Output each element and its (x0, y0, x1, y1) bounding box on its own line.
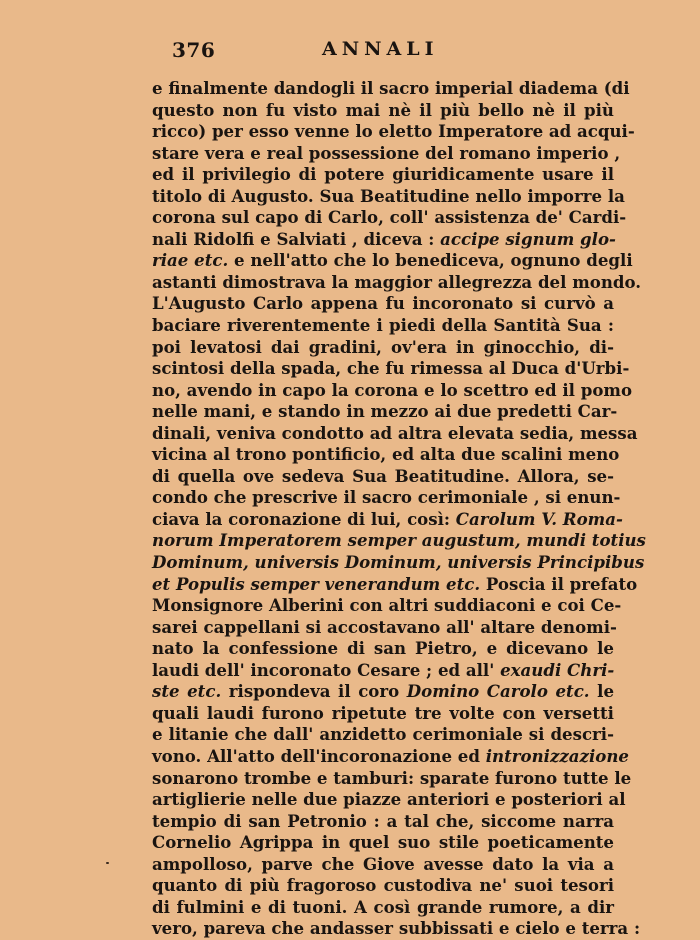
text-segment: le (589, 681, 615, 702)
text-line (152, 508, 623, 531)
text-segment: Monsignore Alberini con altri suddiaconi e coi Ce- (152, 595, 622, 616)
text-segment: nato la confessione di san Pietro, e dicevano le (152, 638, 614, 659)
text-segment: scintosi della spada, che fu rimessa al Duca d'Urbi- (152, 358, 630, 379)
text-line (152, 767, 632, 790)
text-line (152, 660, 614, 682)
text-line (152, 100, 614, 122)
text-segment: no, avendo in capo la corona e lo scettro ed il pomo (152, 379, 633, 400)
text-line (152, 315, 614, 337)
text-line (152, 358, 630, 380)
text-line (152, 337, 614, 359)
text-segment: titolo di Augusto. Sua Beatitudine nello imporre la (152, 185, 625, 206)
italic-text: et Populis semper venerandum etc. (152, 573, 481, 594)
text-line (152, 142, 621, 165)
text-segment: stare vera e real possessione del romano imperio , (152, 142, 621, 163)
text-line (152, 229, 614, 251)
text-segment: L'Augusto Carlo appena fu incoronato si curvò a (152, 293, 614, 314)
ink-speck (106, 862, 109, 864)
text-line (152, 250, 633, 272)
text-line (152, 854, 614, 876)
text-segment: quanto di più fragoroso custodiva ne' suoi tesori (152, 875, 614, 896)
italic-text: exaudi Chri- (500, 659, 615, 680)
italic-text: ste etc. (152, 681, 222, 702)
italic-text: norum Imperatorem semper augustum, mundi totius (152, 530, 646, 551)
body-text (152, 78, 646, 940)
text-line (152, 552, 645, 574)
text-segment: Cornelio Agrippa in quel suo stile poeticamente (152, 832, 614, 853)
italic-text: Carolum V. Roma- (455, 508, 623, 529)
text-line (152, 724, 614, 746)
text-segment: Poscia il prefato (480, 573, 638, 594)
text-line (152, 271, 642, 294)
running-title: ANNALI (322, 38, 439, 60)
text-segment: quali laudi furono ripetute tre volte con versetti (152, 702, 614, 723)
text-segment: nali Ridolfi e Salviati , diceva : (152, 228, 441, 249)
text-line (152, 789, 626, 811)
italic-text: Dominum, universis Dominum, universis Principibus (152, 552, 645, 573)
text-line (152, 466, 614, 488)
page-header (152, 38, 614, 66)
text-line (152, 164, 614, 186)
text-segment: e litanie che dall' anzidetto cerimoniale si descri- (152, 724, 614, 745)
text-line (152, 703, 614, 725)
text-segment: sarei cappellani si accostavano all' altare denomi- (152, 616, 617, 637)
page-number: 376 (172, 38, 216, 62)
text-segment: sonarono trombe e tamburi: sparate furono tutte le (152, 767, 632, 788)
text-line (152, 185, 625, 208)
text-segment: e nell'atto che lo benediceva, ognuno degli (228, 250, 633, 271)
text-line (152, 573, 638, 596)
text-segment: questo non fu visto mai nè il più bello nè il più (152, 99, 614, 120)
italic-text: Domino Carolo etc. (406, 681, 590, 702)
text-segment: baciare riverentemente i piedi della Santità Sua : (152, 315, 614, 336)
text-line (152, 293, 614, 315)
text-segment: laudi dell' incoronato Cesare ; ed all' (152, 659, 501, 680)
text-line (152, 530, 646, 552)
text-line (152, 401, 618, 423)
text-segment: di fulmini e di tuoni. A così grande rumore, a dir (152, 896, 614, 917)
text-segment: nelle mani, e stando in mezzo ai due predetti Car- (152, 401, 618, 422)
text-segment: corona sul capo di Carlo, coll' assistenza de' Cardi- (152, 207, 627, 228)
text-segment: poi levatosi dai gradini, ov'era in ginocchio, di- (152, 336, 614, 357)
text-segment: condo che prescrive il sacro cerimoniale , si enun- (152, 487, 621, 508)
text-segment: artiglierie nelle due piazze anteriori e posteriori al (152, 789, 626, 810)
text-line (152, 422, 638, 445)
text-segment: ciava la coronazione di lui, così: (152, 508, 456, 529)
text-segment: tempio di san Petronio : a tal che, siccome narra (152, 810, 614, 831)
text-line (152, 638, 614, 660)
text-segment: astanti dimostrava la maggior allegrezza del mondo. (152, 271, 642, 292)
text-segment: ricco) per esso venne lo eletto Imperatore ad acqui- (152, 121, 635, 142)
text-segment: ed il privilegio di potere giuridicamente usare il (152, 164, 614, 185)
text-line (152, 487, 621, 509)
text-segment: dinali, veniva condotto ad altra elevata sedia, messa (152, 422, 638, 443)
text-line (152, 379, 633, 402)
text-segment: ampolloso, parve che Giove avesse dato la via a (152, 853, 614, 874)
text-line (152, 811, 614, 833)
text-segment: rispondeva il coro (221, 681, 407, 702)
text-line (152, 832, 614, 854)
text-segment: vono. All'atto dell'incoronazione ed (152, 745, 486, 766)
text-segment: di quella ove sedeva Sua Beatitudine. Allora, se- (152, 465, 614, 486)
text-line (152, 207, 627, 229)
italic-text: accipe signum glo- (440, 228, 616, 249)
text-line (152, 444, 620, 466)
text-line (152, 78, 630, 100)
text-line (152, 681, 614, 703)
italic-text: riae etc. (152, 250, 229, 271)
text-line (152, 875, 614, 897)
text-segment: e finalmente dandogli il sacro imperial diadema (di (152, 78, 630, 98)
text-line (152, 897, 614, 919)
text-line (152, 121, 635, 143)
text-line (152, 918, 641, 940)
text-segment: vero, pareva che andasser subbissati e cielo e terra : (152, 918, 641, 939)
text-segment: vicina al trono pontificio, ed alta due scalini meno (152, 444, 620, 465)
text-line (152, 616, 617, 639)
italic-text: intronizzazione (485, 745, 629, 766)
text-line (152, 595, 622, 617)
text-line (152, 745, 629, 768)
